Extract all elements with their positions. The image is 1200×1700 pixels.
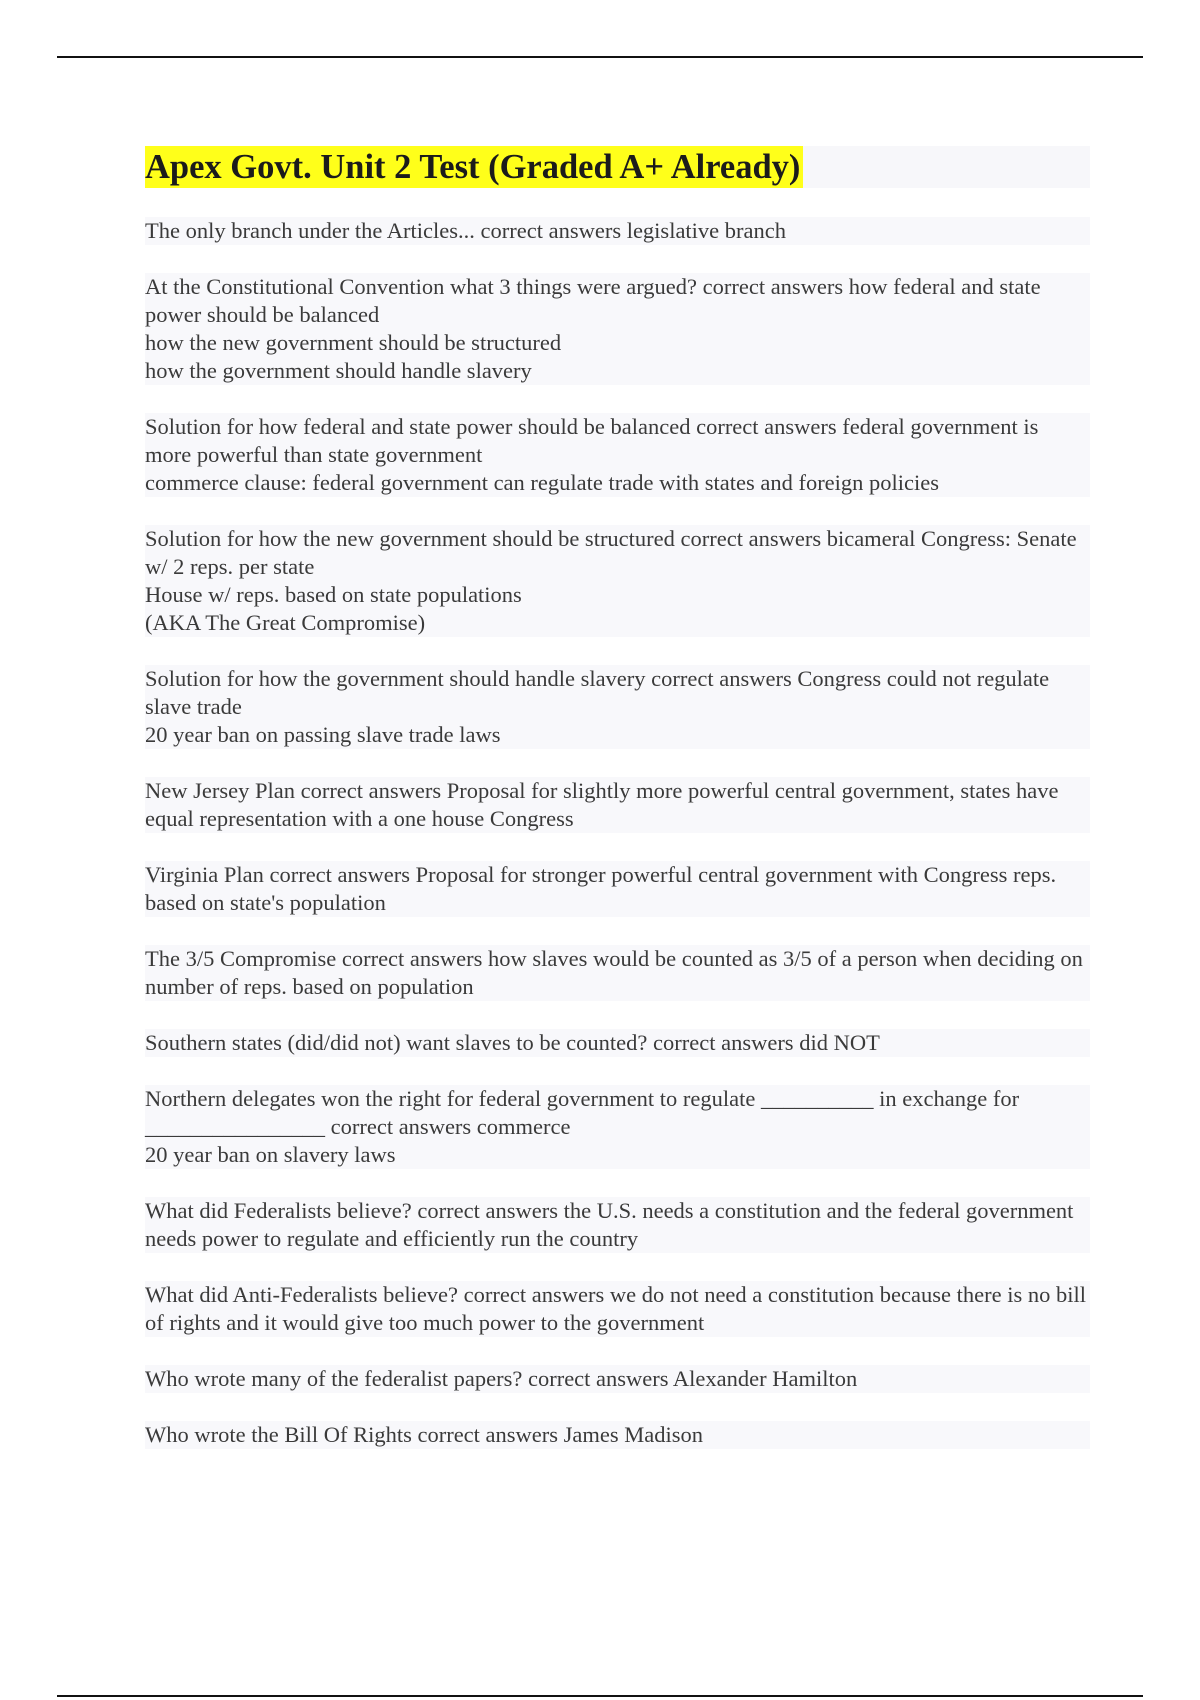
qa-item bbox=[145, 861, 1090, 917]
qa-question-line: Who wrote the Bill Of Rights correct answers James Madison bbox=[145, 1422, 704, 1447]
qa-item bbox=[145, 1281, 1090, 1337]
qa-question-line: Southern states (did/did not) want slaves to be counted? correct answers did NOT bbox=[145, 1030, 880, 1055]
qa-item bbox=[145, 217, 1090, 245]
qa-answer-line: 20 year ban on slavery laws bbox=[145, 1142, 396, 1167]
qa-question-line: What did Federalists believe? correct answers the U.S. needs a constitution and the federal government needs power to regulate and efficiently run the country bbox=[145, 1198, 1080, 1251]
qa-item bbox=[145, 1029, 1090, 1057]
qa-answer-line: how the government should handle slavery bbox=[145, 358, 532, 383]
qa-item bbox=[145, 273, 1090, 385]
qa-question-line: Solution for how the government should handle slavery correct answers Congress could not regulate slave trade bbox=[145, 666, 1055, 719]
qa-answer-line: (AKA The Great Compromise) bbox=[145, 610, 426, 635]
qa-item bbox=[145, 413, 1090, 497]
top-rule bbox=[57, 56, 1143, 58]
qa-list bbox=[145, 217, 1090, 1449]
qa-item bbox=[145, 1197, 1090, 1253]
qa-item bbox=[145, 1085, 1090, 1169]
qa-question-line: Northern delegates won the right for federal government to regulate __________ in exchange for ________________ correct answers commerce bbox=[145, 1086, 1025, 1139]
qa-question-line: Solution for how federal and state power should be balanced correct answers federal government is more powerful than state government bbox=[145, 414, 1045, 467]
qa-answer-line: House w/ reps. based on state populations bbox=[145, 582, 522, 607]
qa-item bbox=[145, 525, 1090, 637]
document-title: Apex Govt. Unit 2 Test (Graded A+ Already) bbox=[145, 146, 803, 188]
bottom-rule bbox=[57, 1695, 1143, 1697]
title-band bbox=[145, 146, 1090, 188]
qa-item bbox=[145, 945, 1090, 1001]
qa-question-line: New Jersey Plan correct answers Proposal for slightly more powerful central government, states have equal representation with a one house Congress bbox=[145, 778, 1065, 831]
qa-question-line: What did Anti-Federalists believe? correct answers we do not need a constitution because there is no bill of rights and it would give too much power to the government bbox=[145, 1282, 1092, 1335]
qa-item bbox=[145, 1365, 1090, 1393]
qa-item bbox=[145, 665, 1090, 749]
qa-question-line: The 3/5 Compromise correct answers how slaves would be counted as 3/5 of a person when deciding on number of reps. based on population bbox=[145, 946, 1089, 999]
qa-answer-line: how the new government should be structured bbox=[145, 330, 562, 355]
qa-answer-line: commerce clause: federal government can regulate trade with states and foreign policies bbox=[145, 470, 940, 495]
document-body bbox=[145, 146, 1090, 1477]
qa-question-line: At the Constitutional Convention what 3 things were argued? correct answers how federal and state power should be balanced bbox=[145, 274, 1047, 327]
qa-question-line: Who wrote many of the federalist papers? correct answers Alexander Hamilton bbox=[145, 1366, 858, 1391]
qa-question-line: Virginia Plan correct answers Proposal for stronger powerful central government with Congress reps. based on state's population bbox=[145, 862, 1062, 915]
qa-item bbox=[145, 777, 1090, 833]
qa-item bbox=[145, 1421, 1090, 1449]
qa-answer-line: 20 year ban on passing slave trade laws bbox=[145, 722, 501, 747]
qa-question-line: The only branch under the Articles... correct answers legislative branch bbox=[145, 218, 787, 243]
qa-question-line: Solution for how the new government should be structured correct answers bicameral Congress: Senate w/ 2 reps. per state bbox=[145, 526, 1083, 579]
